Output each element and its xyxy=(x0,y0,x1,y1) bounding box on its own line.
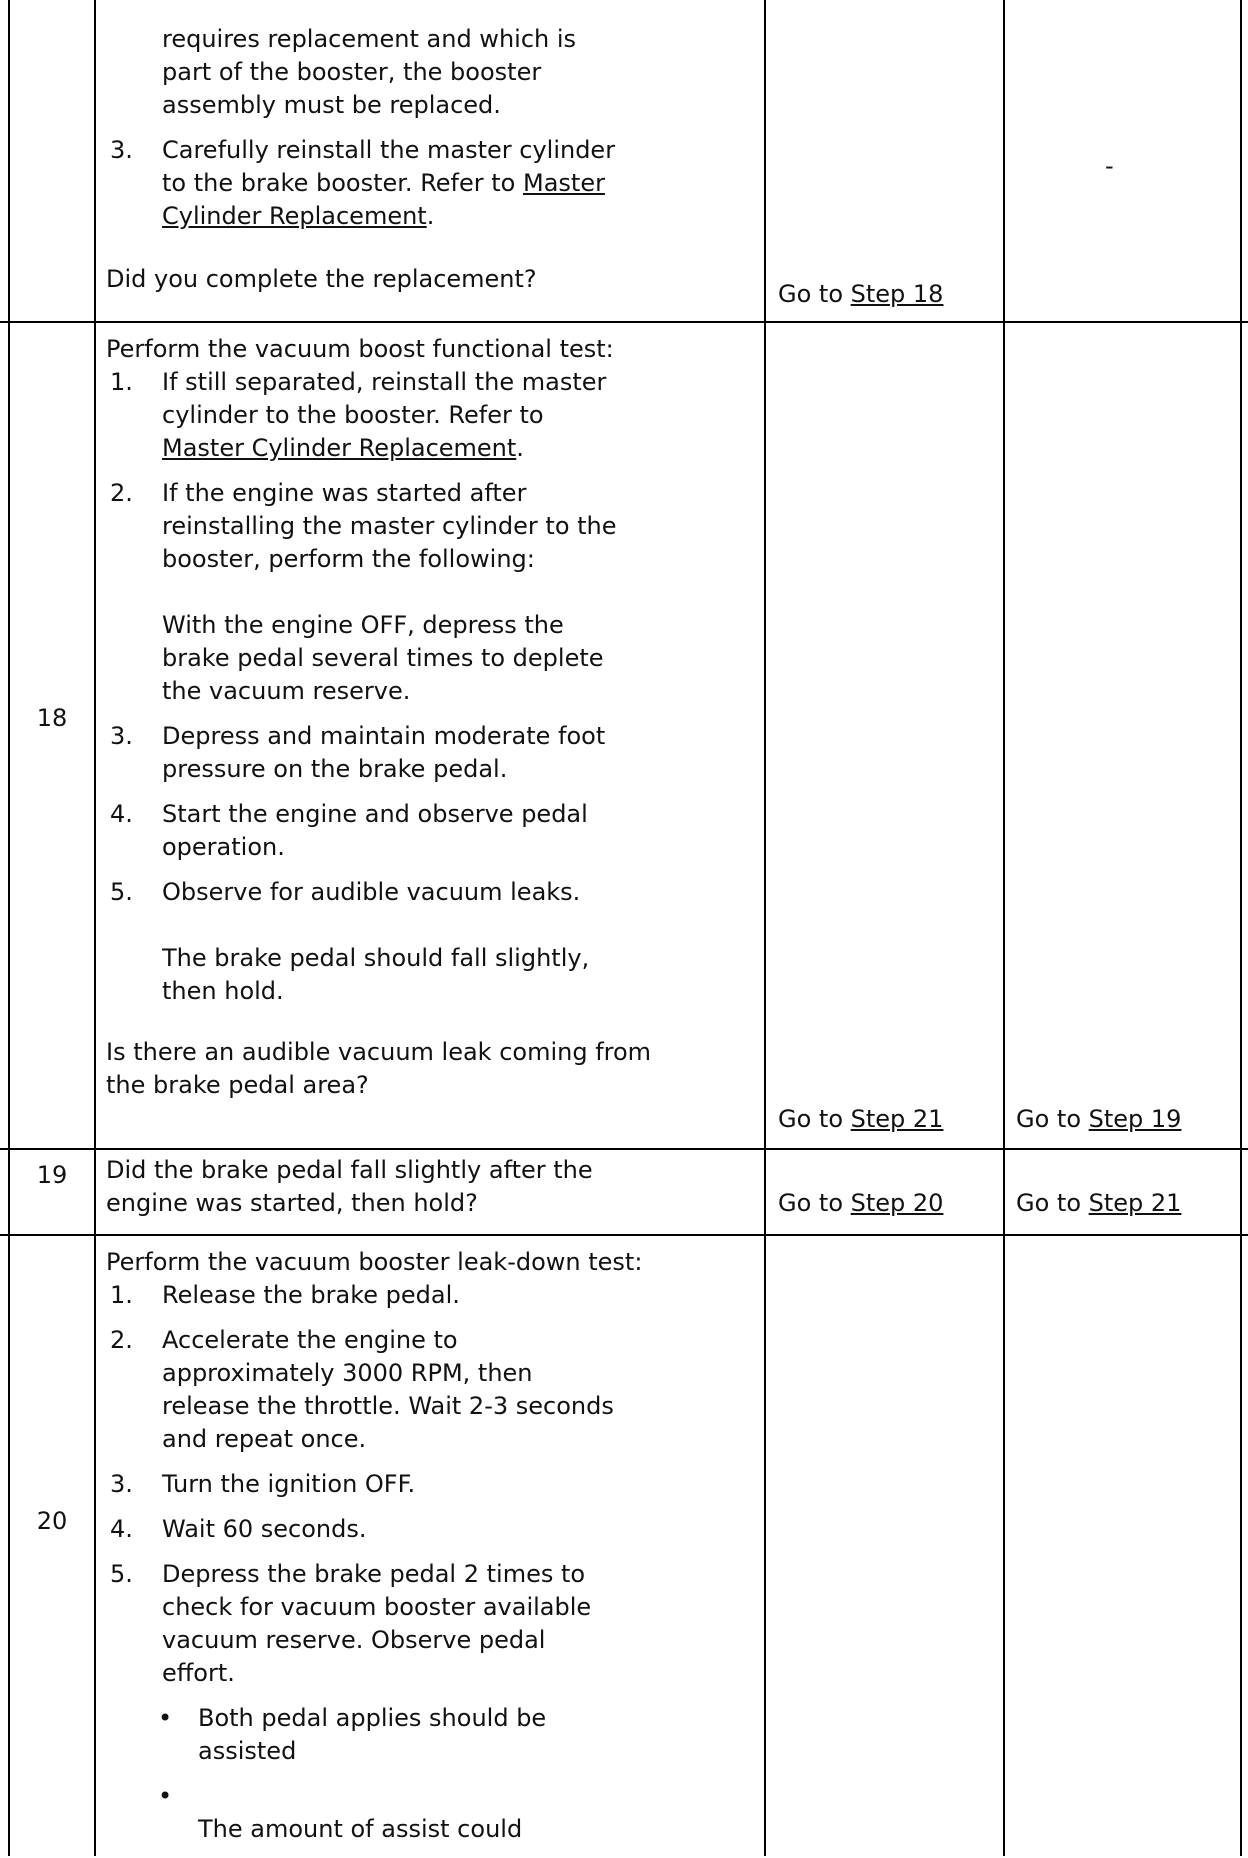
yes-cell: Go to Step 18 xyxy=(778,280,944,308)
action-cell xyxy=(106,23,746,296)
master-cylinder-link[interactable]: Cylinder Replacement xyxy=(162,202,427,230)
continued-text: requires replacement and which is part of the booster, the booster assembly must be replaced. xyxy=(162,25,577,119)
question-text: Is there an audible vacuum leak coming from the brake pedal area? xyxy=(106,1038,652,1099)
list-item: 3. Turn the ignition OFF. xyxy=(110,1470,416,1498)
question-text: Did you complete the replacement? xyxy=(106,265,537,293)
go-to-step-18-link[interactable]: Step 18 xyxy=(850,280,944,308)
list-item: 5. Depress the brake pedal 2 times to check for vacuum booster available vacuum reserve. Observe pedal effort. xyxy=(110,1560,592,1687)
step-number: 18 xyxy=(36,704,68,732)
no-cell: - xyxy=(1105,152,1114,180)
go-to-step-21-link[interactable]: Step 21 xyxy=(1088,1189,1182,1217)
list-item: 5. Observe for audible vacuum leaks. The brake pedal should fall slightly, then hold. xyxy=(110,878,590,1005)
bullet-item: • The amount of assist could xyxy=(158,1782,523,1843)
step-number: 20 xyxy=(36,1507,68,1535)
table-row-step-18 xyxy=(0,323,1248,1150)
no-cell: Go to Step 21 xyxy=(1016,1189,1182,1217)
go-to-step-21-link[interactable]: Step 21 xyxy=(850,1105,944,1133)
list-item: 2. Accelerate the engine to approximately 3000 RPM, then release the throttle. Wait 2-3 seconds and repeat once. xyxy=(110,1326,614,1453)
yes-cell: Go to Step 20 xyxy=(778,1189,944,1217)
bullet-item: • Both pedal applies should be assisted xyxy=(158,1704,547,1765)
go-to-step-20-link[interactable]: Step 20 xyxy=(850,1189,944,1217)
table-row-step-19 xyxy=(0,1150,1248,1236)
list-item: 4. Wait 60 seconds. xyxy=(110,1515,367,1543)
go-to-step-19-link[interactable]: Step 19 xyxy=(1088,1105,1182,1133)
action-cell: Perform the vacuum booster leak-down test: 1. Release the brake pedal. 2. Accelerate the engine to approximately 3000 RPM, then release the throttle. Wait 2-3 seconds and repeat once. 3. Turn the ignition OFF. 4. Wait 60 seconds. 5. Depress the brake pedal 2 times to check for vacuum booster available vacuum reserve. Observe pedal effort. • Both pedal applies should be assisted • The amount of assist could xyxy=(106,1246,746,1858)
list-item: 1. Release the brake pedal. xyxy=(110,1281,460,1309)
table-row-step-17 xyxy=(0,0,1248,323)
list-item: 2. If the engine was started after reinstalling the master cylinder to the booster, perform the following: With the engine OFF, depress the brake pedal several times to deplete the vacuum reserve. xyxy=(110,479,617,705)
table-row-step-20 xyxy=(0,1236,1248,1856)
no-cell: Go to Step 19 xyxy=(1016,1105,1182,1133)
list-item: 1. If still separated, reinstall the master cylinder to the booster. Refer to Master Cylinder Replacement. xyxy=(110,368,607,462)
list-item: 3. Depress and maintain moderate foot pressure on the brake pedal. xyxy=(110,722,606,783)
list-item: 3. Carefully reinstall the master cylinder to the brake booster. Refer to Master Cylinder Replacement. xyxy=(110,136,616,230)
master-cylinder-link[interactable]: Master xyxy=(522,169,605,197)
list-item: 4. Start the engine and observe pedal operation. xyxy=(110,800,588,861)
master-cylinder-link[interactable]: Master Cylinder Replacement xyxy=(162,434,517,462)
yes-cell: Go to Step 21 xyxy=(778,1105,944,1133)
step-number: 19 xyxy=(36,1161,68,1189)
action-cell: Perform the vacuum boost functional test: 1. If still separated, reinstall the master cylinder to the booster. Refer to Master Cylinder Replacement. 2. If the engine was started after reinstalling the master cylinder to the booster, perform the following: With the engine OFF, depress the brake pedal several times to deplete the vacuum reserve. 3. Depress and maintain moderate foot pressure on the brake pedal. 4. Start the engine and observe pedal operation. 5. Observe for audible vacuum leaks. The brake pedal should fall slightly, then hold. Is there an audible vacuum leak coming from the brake pedal area? xyxy=(106,333,746,1102)
action-cell: Did the brake pedal fall slightly after the engine was started, then hold? xyxy=(106,1156,593,1217)
